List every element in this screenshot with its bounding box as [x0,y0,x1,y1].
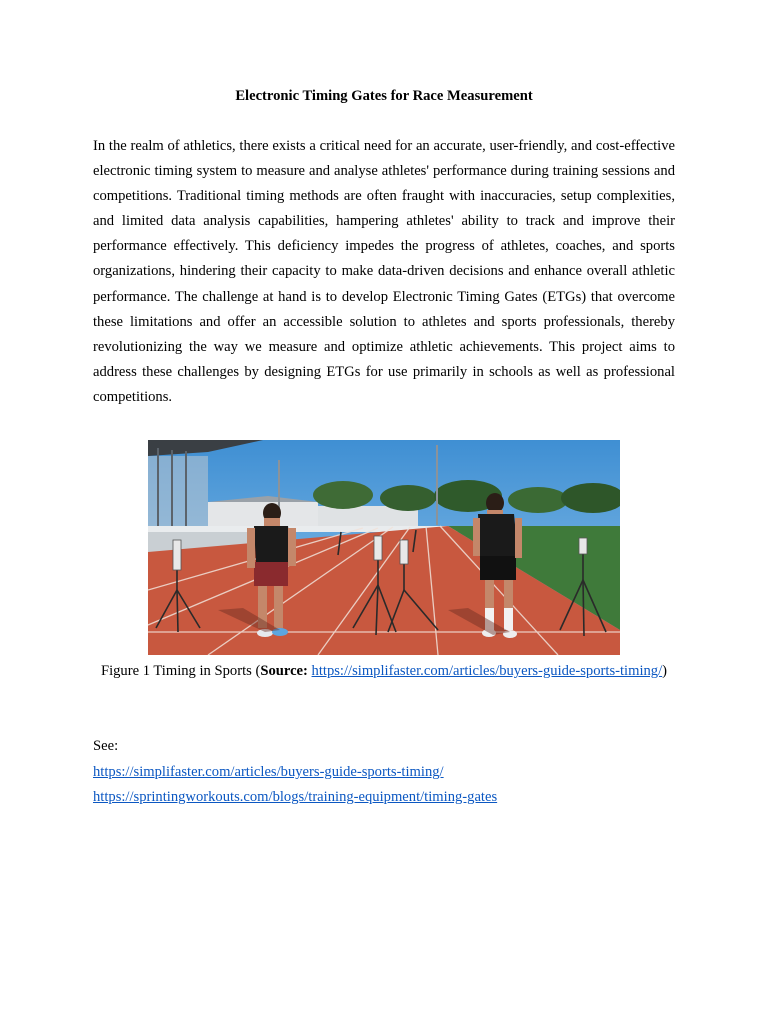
caption-suffix: ) [662,663,668,679]
document-title: Electronic Timing Gates for Race Measurement [235,88,533,104]
caption-prefix: Figure 1 Timing in Sports ( [100,663,261,679]
figure-photo-athletes-timing-gates [148,440,620,655]
caption-source-link[interactable]: https://simplifaster.com/articles/buyers-guide-sports-timing/ [311,663,663,679]
body-paragraph: In the realm of athletics, there exists a critical need for an accurate, user-friendly, and cost-effective electronic timing system to measure and analyse athletes' performance during training sessions and competitions. Traditional timing methods are often fraught with inaccuracies, setup complexities, and limited data analysis capabilities, hampering athletes' ability to track and improve their performance effectively. This deficiency impedes the progress of athletes, coaches, and sports organizations, hindering their capacity to make data-driven decisions and enhance overall athletic performance. The challenge at hand is to develop Electronic Timing Gates (ETGs) that overcome these limitations and offer an accessible solution to athletes and sports professionals, thereby revolutionizing the way we measure and optimize athletic achievements. This project aims to address these challenges by designing ETGs for use primarily in schools as well as professional competitions. [93,138,675,405]
figure-caption [93,659,675,685]
reference-link-simplifaster[interactable]: https://simplifaster.com/articles/buyers-guide-sports-timing/ [93,764,444,780]
caption-source-label: Source: [260,663,308,679]
see-label: See: [93,738,119,754]
reference-links [93,760,497,810]
reference-link-sprintingworkouts[interactable]: https://sprintingworkouts.com/blogs/training-equipment/timing-gates [93,789,498,805]
